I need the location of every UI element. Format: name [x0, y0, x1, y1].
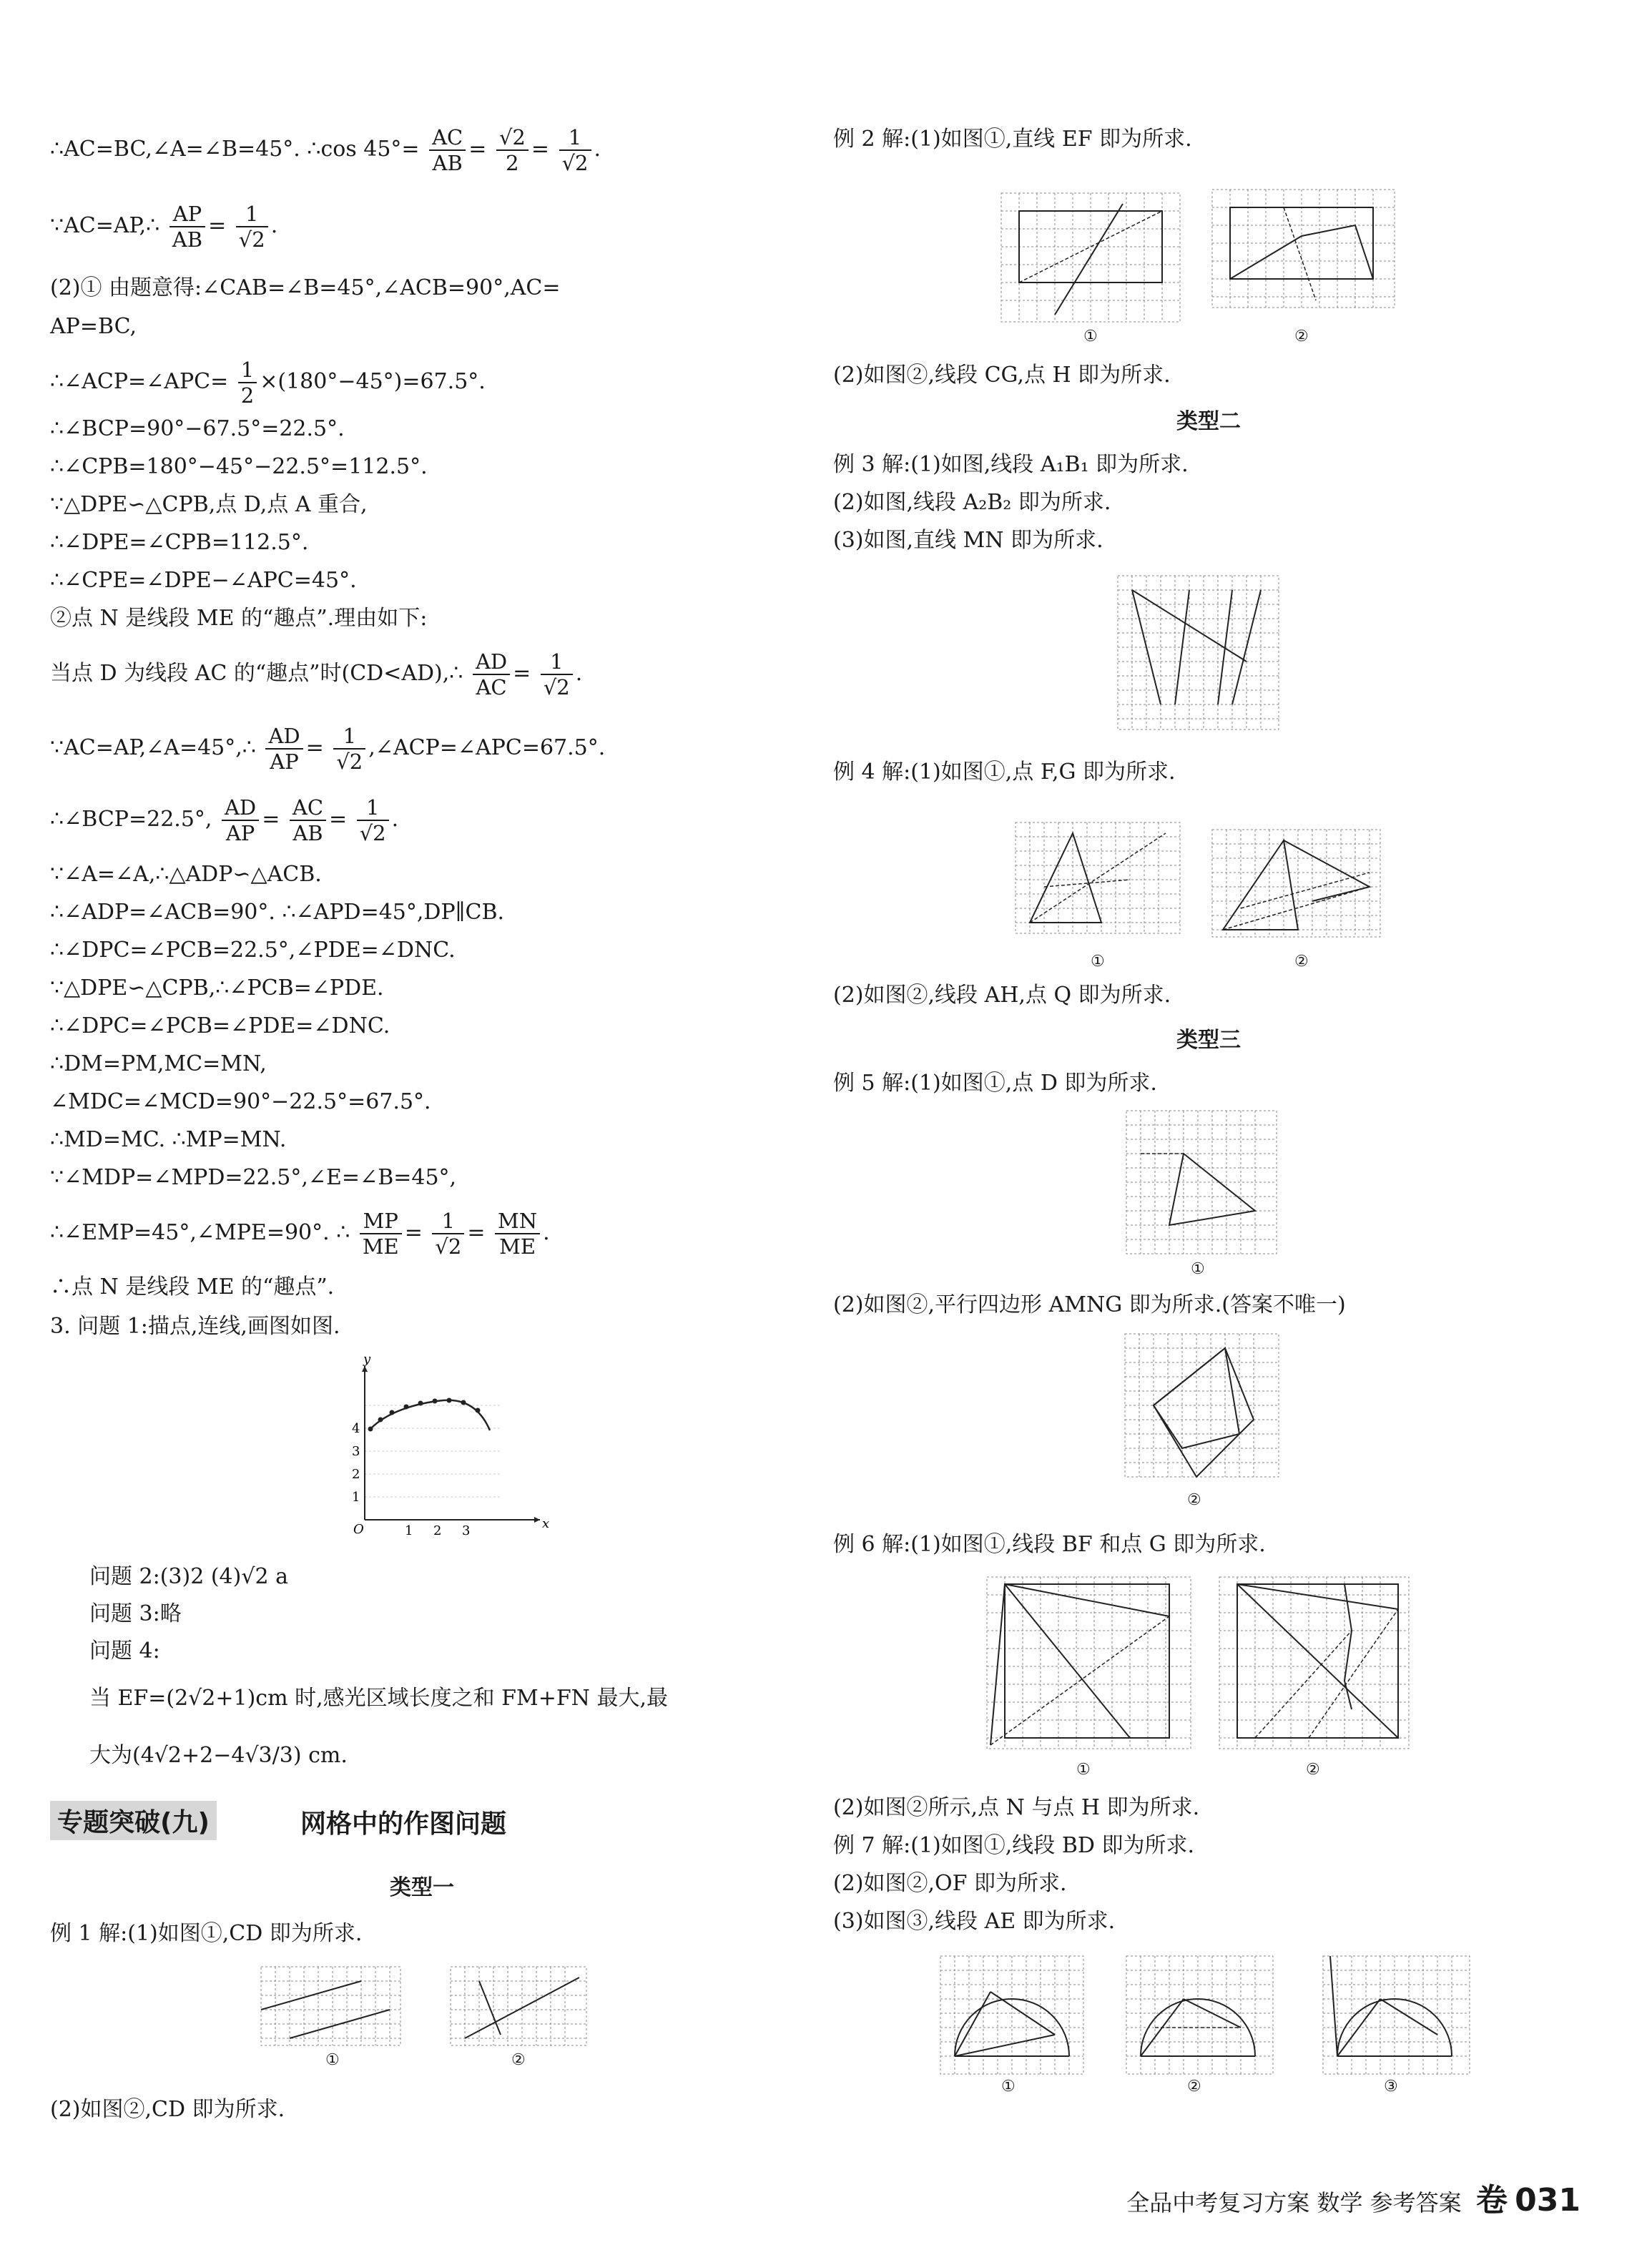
- line-20: ∴DM=PM,MC=MN,: [50, 1051, 267, 1076]
- type-1-heading: 类型一: [390, 1875, 454, 1900]
- line-22: ∴MD=MC. ∴MP=MN.: [50, 1127, 287, 1152]
- line-14: ∴∠BCP=22.5°, $\frac{AD}{AP}$ = $\frac{AC}{AB}$ = $\frac{1}{√2}$ .: [50, 795, 399, 845]
- ex6-figure-1: [983, 1573, 1194, 1752]
- line-16: ∴∠ADP=∠ACB=90°. ∴∠APD=45°,DP∥CB.: [50, 900, 505, 925]
- line-7: ∴∠CPB=180°−45°−22.5°=112.5°.: [50, 454, 428, 479]
- line-18: ∵△DPE∽△CPB,∴∠PCB=∠PDE.: [50, 976, 384, 1001]
- caption: ②: [1306, 1761, 1320, 1779]
- example-3-part-3: (3)如图,直线 MN 即为所求.: [833, 528, 1103, 553]
- caption: ③: [1384, 2078, 1398, 2096]
- line-24: ∴∠EMP=45°,∠MPE=90°. ∴ $\frac{MP}{ME}$ = $\frac{1}{√2}$ = $\frac{MN}{ME}$ .: [50, 1209, 550, 1259]
- section-title: 网格中的作图问题: [300, 1809, 507, 1839]
- line-19: ∴∠DPC=∠PCB=∠PDE=∠DNC.: [50, 1013, 390, 1038]
- question-2: 问题 2:(3)2 (4)√2 a: [89, 1564, 288, 1589]
- example-7-part-3: (3)如图③,线段 AE 即为所求.: [833, 1909, 1116, 1934]
- example-6: 例 6 解:(1)如图①,线段 BF 和点 G 即为所求.: [833, 1532, 1266, 1557]
- caption: ①: [1001, 2078, 1016, 2096]
- curve-graph: [336, 1352, 565, 1538]
- caption: ②: [1187, 2078, 1201, 2096]
- origin-label: O: [353, 1522, 364, 1537]
- ex2-figure-2: [1209, 186, 1398, 311]
- line-13: ∵AC=AP,∠A=45°,∴ $\frac{AD}{AP}$ = $\frac{1}{√2}$ ,∠ACP=∠APC=67.5°.: [50, 724, 606, 774]
- ex7-figure-2: [1123, 1952, 1277, 2078]
- ex7-figure-3: [1319, 1945, 1473, 2078]
- question-4: 问题 4:: [89, 1638, 160, 1664]
- example-4-part-2: (2)如图②,线段 AH,点 Q 即为所求.: [833, 983, 1171, 1008]
- caption: ①: [1083, 328, 1098, 345]
- ex1-figure-1: [257, 1963, 404, 2049]
- line-9: ∴∠DPE=∠CPB=112.5°.: [50, 530, 309, 555]
- ex1-figure-2: [447, 1963, 590, 2049]
- x-axis-label: x: [542, 1516, 550, 1531]
- example-3-part-2: (2)如图,线段 A₂B₂ 即为所求.: [833, 490, 1111, 515]
- y-tick: 3: [352, 1444, 360, 1459]
- line-12: 当点 D 为线段 AC 的“趣点”时(CD<AD),∴ $\frac{AD}{AC}$ = $\frac{1}{√2}$ .: [50, 649, 583, 699]
- line-25: ∴点 N 是线段 ME 的“趣点”.: [50, 1274, 335, 1300]
- question-3: 问题 3:略: [89, 1601, 182, 1626]
- caption: ②: [1187, 1491, 1201, 1509]
- line-17: ∴∠DPC=∠PCB=22.5°,∠PDE=∠DNC.: [50, 938, 456, 963]
- page-footer: [1126, 2174, 1580, 2220]
- ex4-figure-1: [1012, 819, 1184, 937]
- y-axis-label: y: [363, 1352, 371, 1367]
- y-tick: 1: [352, 1490, 360, 1505]
- caption: ①: [1091, 953, 1105, 971]
- line-15: ∵∠A=∠A,∴△ADP∽△ACB.: [50, 862, 322, 887]
- question-4-line-b: 大为(4√2+2−4√3/3) cm.: [89, 1743, 348, 1768]
- line-23: ∵∠MDP=∠MPD=22.5°,∠E=∠B=45°,: [50, 1165, 457, 1190]
- ex4-figure-2: [1209, 826, 1384, 940]
- line-1: ∴AC=BC,∠A=∠B=45°. ∴cos 45°= $\frac{AC}{AB}$ = $\frac{√2}{2}$ = $\frac{1}{√2}$ .: [50, 125, 601, 175]
- caption: ②: [511, 2051, 526, 2069]
- line-4: AP=BC,: [50, 314, 137, 339]
- ex5-figure-1: [1123, 1107, 1280, 1257]
- caption: ①: [325, 2051, 340, 2069]
- ex5-figure-2: [1121, 1330, 1282, 1480]
- caption: ②: [1294, 953, 1309, 971]
- line-8: ∵△DPE∽△CPB,点 D,点 A 重合,: [50, 492, 368, 517]
- example-1-part-2: (2)如图②,CD 即为所求.: [50, 2097, 285, 2122]
- line-6: ∴∠BCP=90°−67.5°=22.5°.: [50, 416, 345, 441]
- x-tick: 1: [405, 1523, 413, 1538]
- example-2-part-2: (2)如图②,线段 CG,点 H 即为所求.: [833, 363, 1171, 388]
- caption: ②: [1294, 328, 1309, 345]
- ex2-figure-1: [998, 190, 1184, 325]
- x-tick: 2: [433, 1523, 442, 1538]
- example-5: 例 5 解:(1)如图①,点 D 即为所求.: [833, 1071, 1157, 1096]
- example-4: 例 4 解:(1)如图①,点 F,G 即为所求.: [833, 760, 1176, 785]
- type-2-heading: 类型二: [1176, 409, 1241, 434]
- footer-text: 全品中考复习方案 数学 参考答案: [1126, 2189, 1462, 2216]
- section-tag: 专题突破(九): [50, 1801, 217, 1840]
- caption: ①: [1191, 1260, 1205, 1278]
- ex7-figure-1: [937, 1952, 1087, 2078]
- question-4-line-a: 当 EF=(2√2+1)cm 时,感光区域长度之和 FM+FN 最大,最: [89, 1686, 668, 1711]
- line-21: ∠MDC=∠MCD=90°−22.5°=67.5°.: [50, 1089, 431, 1114]
- type-3-heading: 类型三: [1176, 1028, 1241, 1053]
- line-10: ∴∠CPE=∠DPE−∠APC=45°.: [50, 568, 357, 593]
- example-3: 例 3 解:(1)如图,线段 A₁B₁ 即为所求.: [833, 452, 1189, 477]
- example-7-part-2: (2)如图②,OF 即为所求.: [833, 1871, 1067, 1896]
- y-tick: 4: [352, 1421, 360, 1436]
- page-number: 031: [1515, 2182, 1580, 2219]
- example-2: 例 2 解:(1)如图①,直线 EF 即为所求.: [833, 127, 1192, 152]
- ex3-figure: [1114, 572, 1282, 733]
- example-7: 例 7 解:(1)如图①,线段 BD 即为所求.: [833, 1833, 1195, 1858]
- example-5-part-2: (2)如图②,平行四边形 AMNG 即为所求.(答案不唯一): [833, 1292, 1346, 1317]
- line-26: 3. 问题 1:描点,连线,画图如图.: [50, 1314, 340, 1339]
- line-2: ∵AC=AP,∴ $\frac{AP}{AB}$ = $\frac{1}{√2}$ .: [50, 202, 278, 252]
- x-tick: 3: [462, 1523, 471, 1538]
- example-6-part-2: (2)如图②所示,点 N 与点 H 即为所求.: [833, 1795, 1200, 1820]
- line-5: ∴∠ACP=∠APC= $\frac{1}{2}$ ×(180°−45°)=67.5°.: [50, 358, 486, 408]
- footer-volume: 卷: [1475, 2182, 1508, 2219]
- example-1: 例 1 解:(1)如图①,CD 即为所求.: [50, 1921, 363, 1946]
- line-3: (2)① 由题意得:∠CAB=∠B=45°,∠ACB=90°,AC=: [50, 275, 561, 300]
- y-tick: 2: [352, 1467, 360, 1482]
- caption: ①: [1076, 1761, 1091, 1779]
- line-11: ②点 N 是线段 ME 的“趣点”.理由如下:: [50, 606, 428, 631]
- ex6-figure-2: [1216, 1573, 1412, 1752]
